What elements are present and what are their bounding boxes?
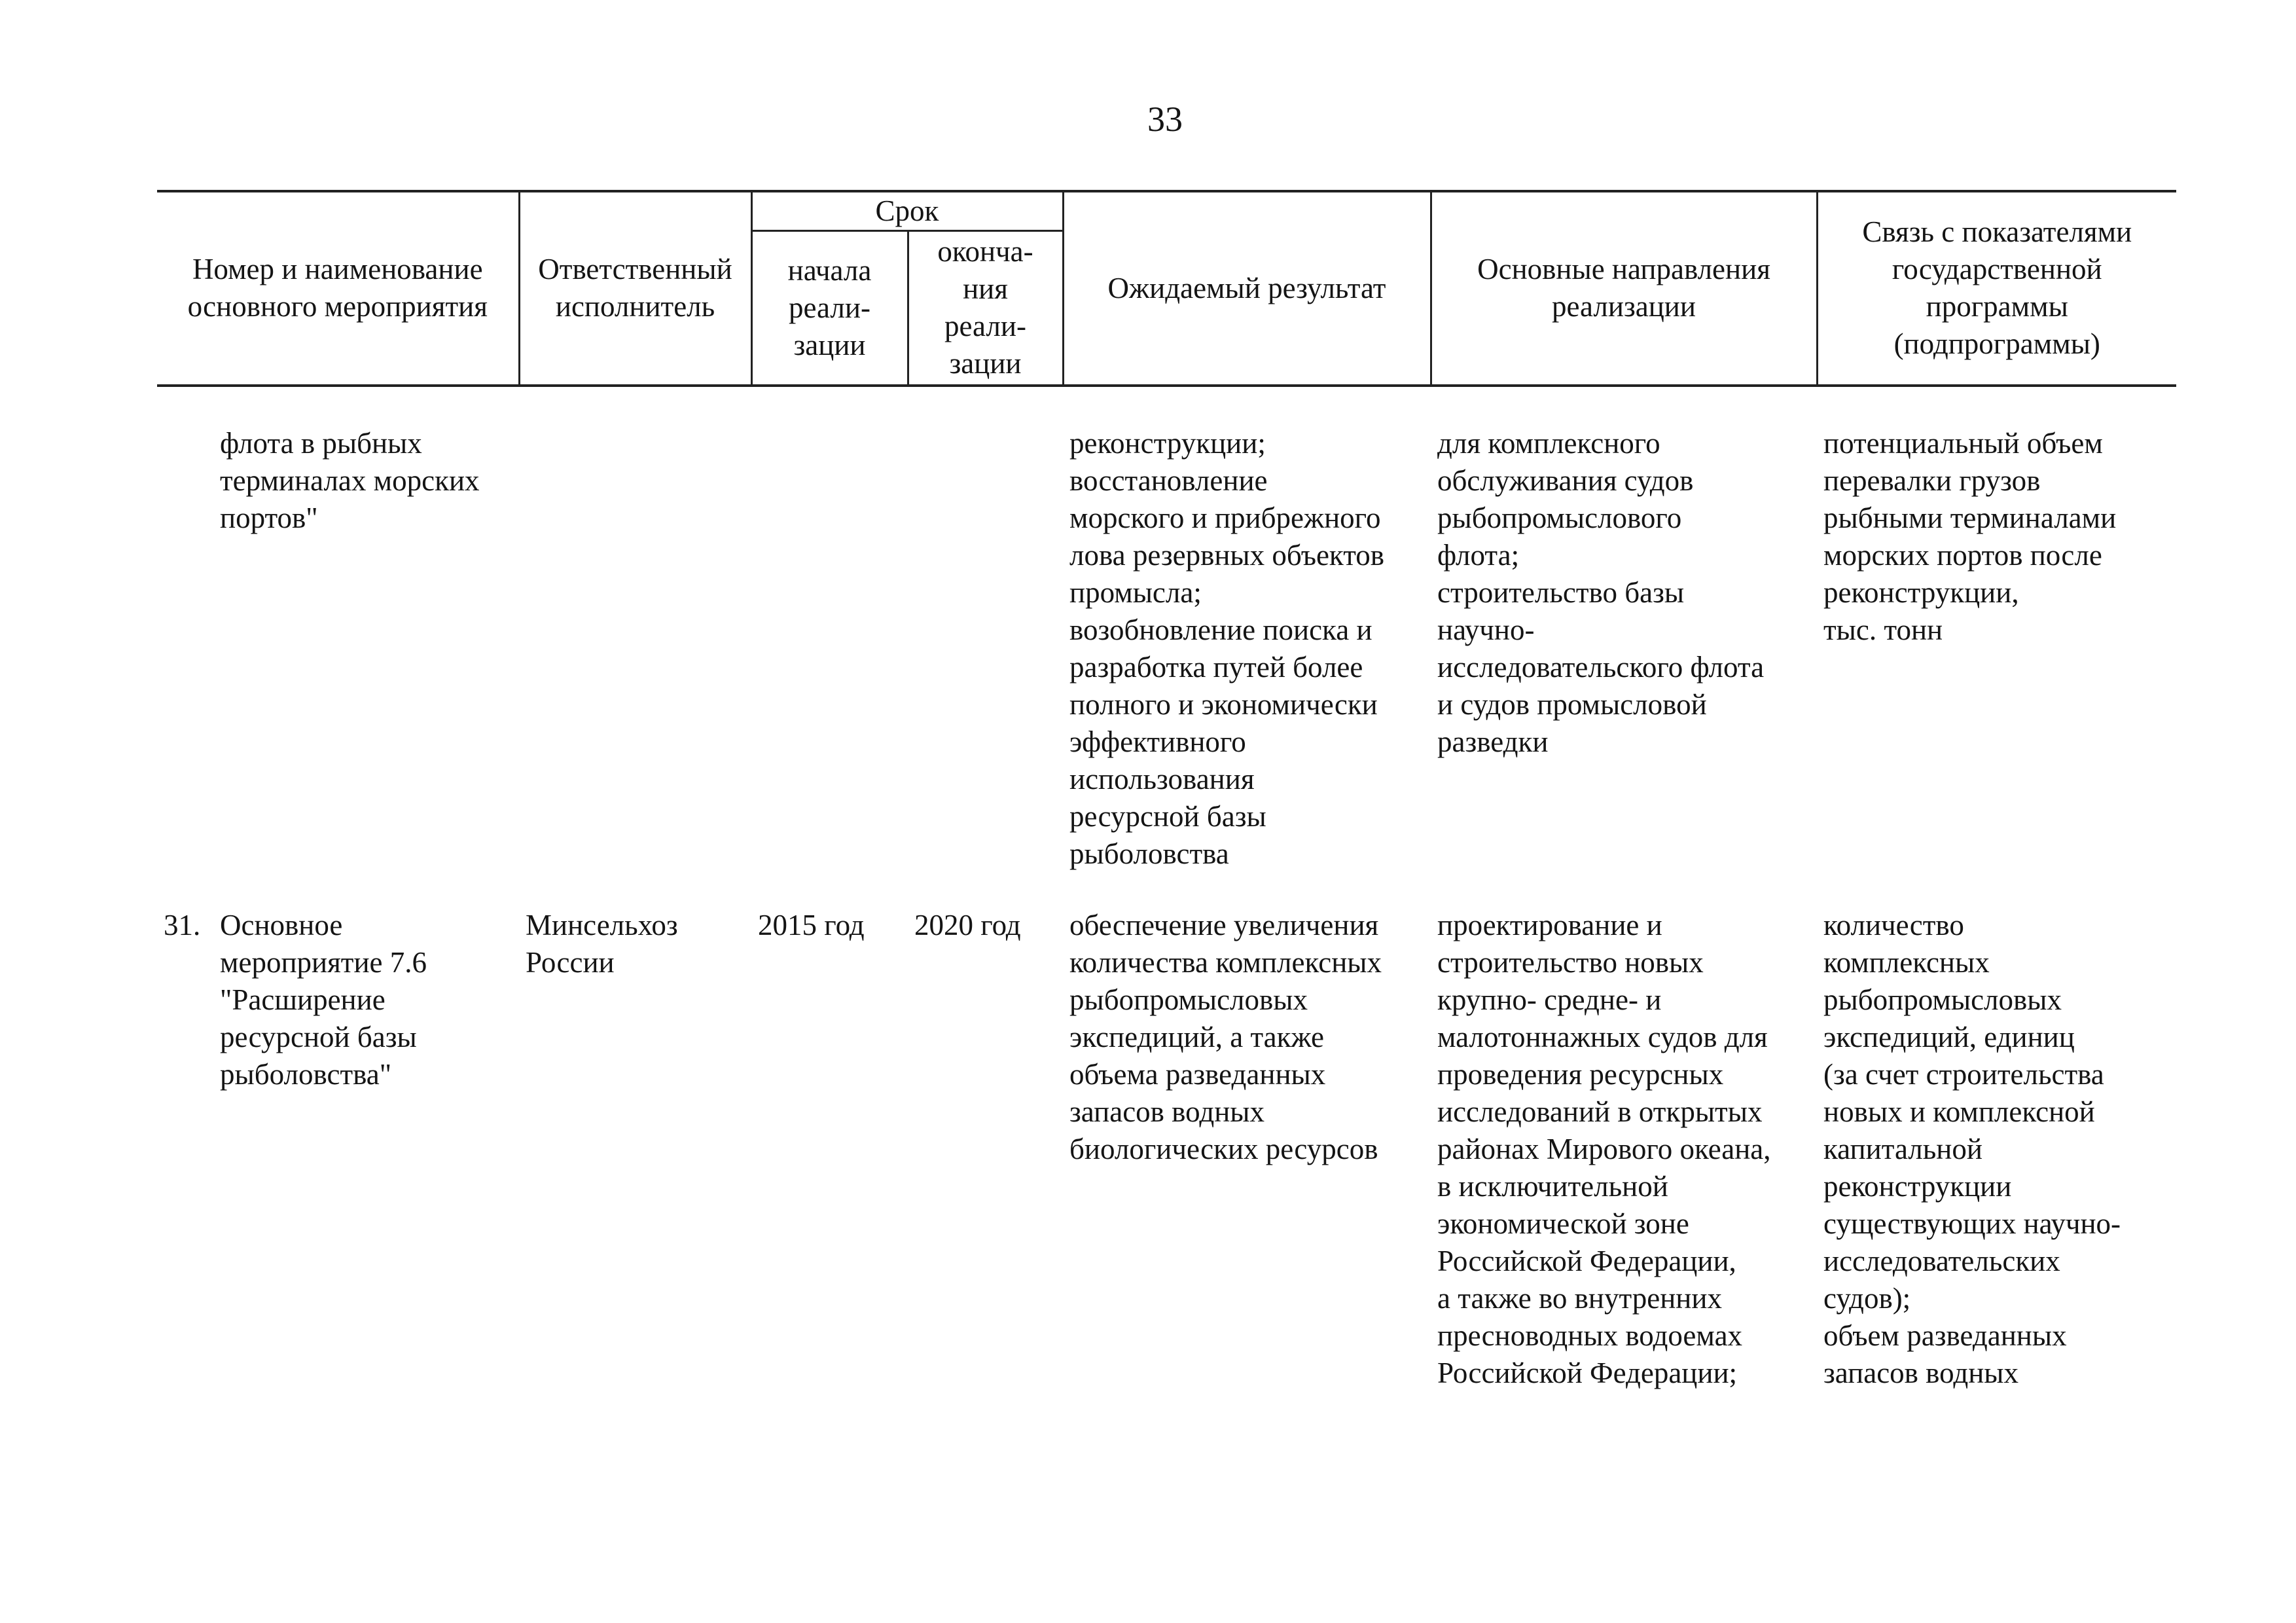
text-line: полного и экономически	[1069, 687, 1378, 721]
header-start-line: зации	[793, 328, 866, 361]
text-line: рыбопромысловых	[1823, 983, 2062, 1016]
cell-result	[1063, 873, 1431, 1392]
text-line: для комплексного	[1437, 426, 1660, 460]
text-line: эффективного	[1069, 725, 1246, 758]
row-number: 31.	[164, 908, 201, 941]
text-line: экономической зоне	[1437, 1207, 1689, 1240]
cell-directions	[1431, 386, 1817, 873]
text-line: крупно- средне- и	[1437, 983, 1662, 1016]
text-line: тыс. тонн	[1823, 613, 1943, 646]
cell-end	[908, 386, 1063, 873]
text-line: экспедиций, а также	[1069, 1020, 1324, 1053]
text-line: лова резервных объектов	[1069, 538, 1385, 572]
text-line: объем разведанных	[1823, 1319, 2067, 1352]
cell-executor	[519, 386, 751, 873]
text-line: новых и комплексной	[1823, 1095, 2095, 1128]
cell-indicators	[1817, 873, 2176, 1392]
text-line: Основное	[220, 908, 343, 941]
text-line: "Расширение	[220, 983, 386, 1016]
header-end-line: ния	[963, 272, 1008, 306]
text-line: пресноводных водоемах	[1437, 1319, 1743, 1352]
header-directions	[1431, 191, 1817, 386]
text-line: флота в рыбных	[220, 426, 422, 460]
text-line: Российской Федерации,	[1437, 1244, 1736, 1277]
text-line: малотоннажных судов для	[1437, 1020, 1768, 1053]
text-line: разведки	[1437, 725, 1549, 758]
text-line: терминалах морских	[220, 464, 480, 497]
text-line: объема разведанных	[1069, 1057, 1326, 1091]
text-line: и судов промысловой	[1437, 687, 1707, 721]
header-result-line: Ожидаемый результат	[1107, 271, 1386, 304]
header-end-line: оконча-	[937, 235, 1033, 268]
text-line: использования	[1069, 762, 1255, 795]
text-line: а также во внутренних	[1437, 1281, 1722, 1315]
text-line: России	[526, 945, 615, 979]
header-start	[751, 231, 908, 386]
text-line: морского и прибрежного	[1069, 501, 1381, 534]
text-line: мероприятие 7.6	[220, 945, 427, 979]
text-line: биологических ресурсов	[1069, 1132, 1378, 1165]
text-line: восстановление	[1069, 464, 1268, 497]
text-line: ресурсной базы	[220, 1020, 417, 1053]
cell-end: 2020 год	[914, 908, 1021, 941]
cell-directions	[1431, 873, 1817, 1392]
header-indicators	[1817, 191, 2176, 386]
text-line: рыбопромыслового	[1437, 501, 1682, 534]
header-end-line: реали-	[944, 310, 1026, 343]
text-line: возобновление поиска и	[1069, 613, 1372, 646]
header-indicators-line: программы	[1926, 290, 2068, 323]
text-line: реконструкции;	[1069, 426, 1266, 460]
text-line: реконструкции	[1823, 1169, 2012, 1203]
text-line: научно-	[1437, 613, 1535, 646]
text-line: проектирование и	[1437, 908, 1662, 941]
header-measure-line: основного мероприятия	[187, 290, 488, 323]
text-line: рыболовства"	[220, 1057, 392, 1091]
text-line: количества комплексных	[1069, 945, 1382, 979]
text-line: существующих научно-	[1823, 1207, 2121, 1240]
cell-measure	[157, 873, 519, 1392]
header-result	[1063, 191, 1431, 386]
text-line: запасов водных	[1069, 1095, 1265, 1128]
text-line: рыбопромысловых	[1069, 983, 1308, 1016]
text-line: исследовательского флота	[1437, 650, 1765, 684]
header-end	[908, 231, 1063, 386]
text-line: в исключительной	[1437, 1169, 1668, 1203]
header-end-line: зации	[949, 347, 1022, 380]
text-line: реконструкции,	[1823, 575, 2019, 609]
header-measure	[157, 191, 519, 386]
text-line: проведения ресурсных	[1437, 1057, 1724, 1091]
header-measure-line: Номер и наименование	[192, 253, 483, 286]
text-line: морских портов после	[1823, 538, 2102, 572]
header-indicators-line: государственной	[1892, 253, 2102, 286]
header-indicators-line: Связь с показателями	[1862, 215, 2132, 249]
text-line: строительство базы	[1437, 575, 1685, 609]
header-term: Срок	[751, 191, 1063, 231]
text-line: портов"	[220, 501, 318, 534]
text-line: строительство новых	[1437, 945, 1704, 979]
header-start-line: реали-	[789, 291, 870, 324]
text-line: ресурсной базы	[1069, 799, 1266, 833]
text-line: комплексных	[1823, 945, 1990, 979]
text-line: Минсельхоз	[526, 908, 678, 941]
text-line: судов);	[1823, 1281, 1911, 1315]
measures-table	[157, 190, 2176, 1392]
header-directions-line: реализации	[1552, 290, 1696, 323]
text-line: потенциальный объем	[1823, 426, 2103, 460]
text-line: обслуживания судов	[1437, 464, 1694, 497]
text-line: (за счет строительства	[1823, 1057, 2104, 1091]
header-executor	[519, 191, 751, 386]
text-line: запасов водных	[1823, 1356, 2019, 1389]
header-indicators-line: (подпрограммы)	[1893, 327, 2100, 361]
text-line: Российской Федерации;	[1437, 1356, 1738, 1389]
header-executor-line: Ответственный	[538, 253, 732, 286]
cell-indicators	[1817, 386, 2176, 873]
header-start-line: начала	[787, 253, 872, 287]
cell-executor	[519, 873, 751, 1392]
cell-start	[751, 386, 908, 873]
text-line: исследовательских	[1823, 1244, 2060, 1277]
page-number: 33	[1147, 100, 1183, 139]
header-directions-line: Основные направления	[1477, 253, 1770, 286]
text-line: перевалки грузов	[1823, 464, 2041, 497]
cell-measure	[157, 386, 519, 873]
text-line: экспедиций, единиц	[1823, 1020, 2075, 1053]
cell-result	[1063, 386, 1431, 873]
text-line: промысла;	[1069, 575, 1202, 609]
table-row	[157, 873, 2176, 1392]
text-line: капитальной	[1823, 1132, 1982, 1165]
cell-start: 2015 год	[758, 908, 865, 941]
text-line: исследований в открытых	[1437, 1095, 1763, 1128]
header-executor-line: исполнитель	[555, 290, 715, 323]
text-line: обеспечение увеличения	[1069, 908, 1379, 941]
text-line: районах Мирового океана,	[1437, 1132, 1771, 1165]
text-line: разработка путей более	[1069, 650, 1363, 684]
text-line: флота;	[1437, 538, 1520, 572]
table-row	[157, 386, 2176, 873]
text-line: количество	[1823, 908, 1964, 941]
text-line: рыбными терминалами	[1823, 501, 2117, 534]
text-line: рыболовства	[1069, 837, 1229, 870]
